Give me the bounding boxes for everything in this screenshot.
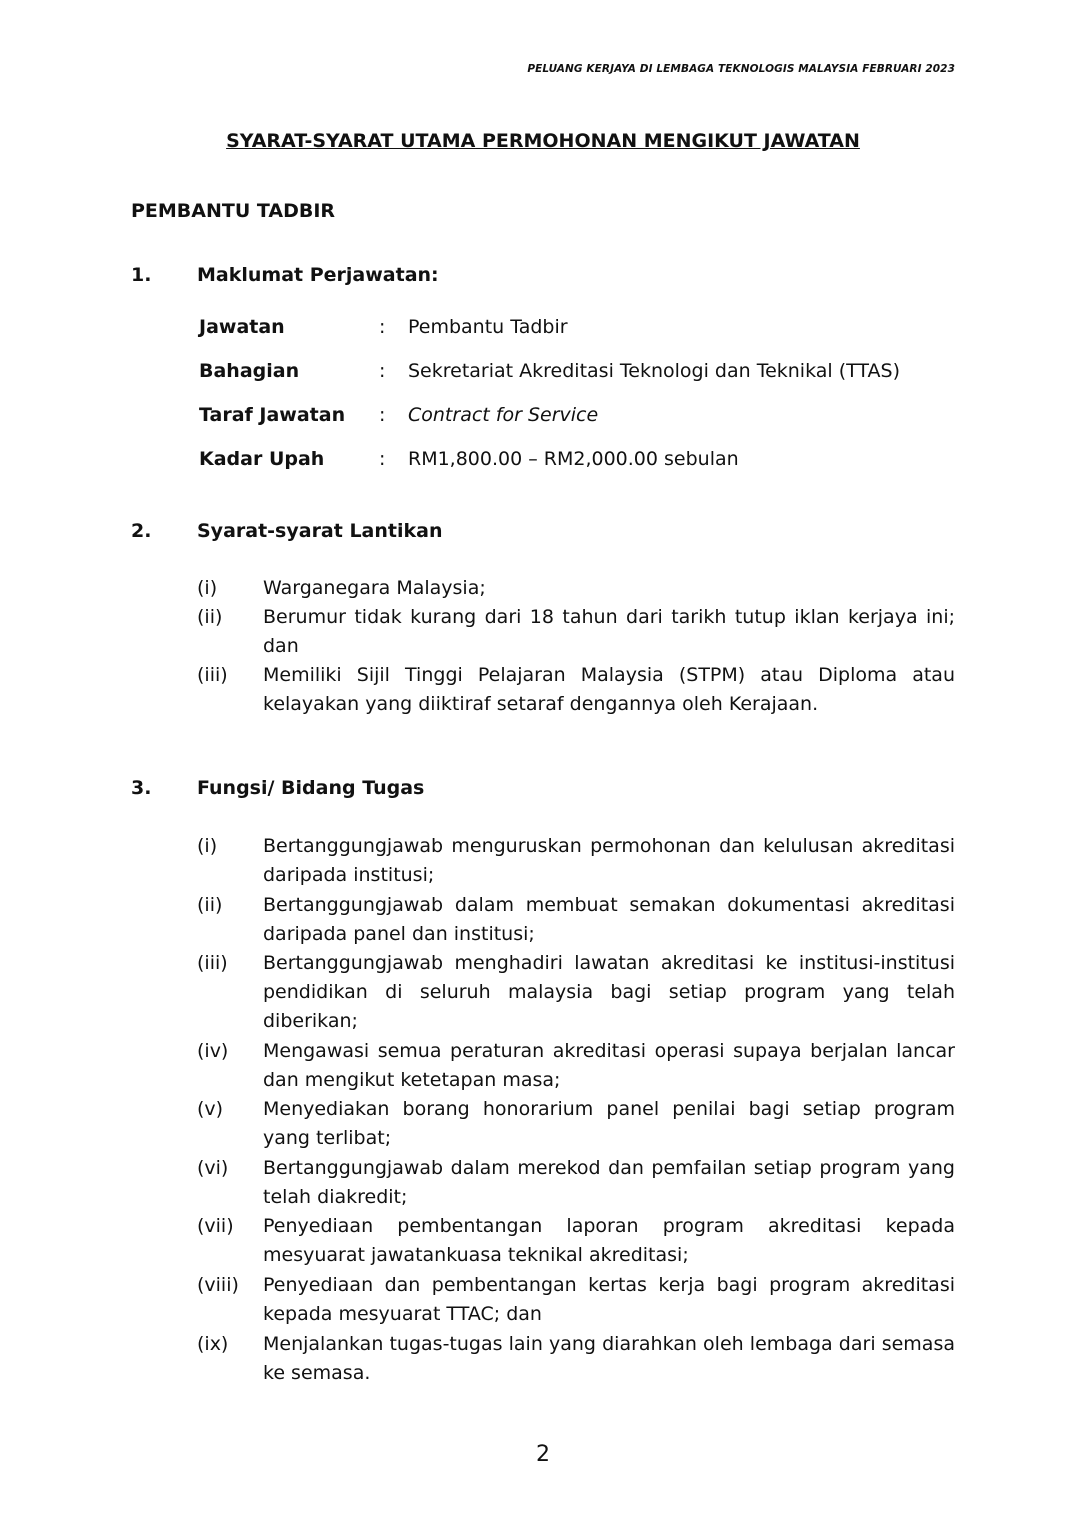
list-item — [197, 574, 955, 603]
section-2-number: 2. — [131, 520, 152, 542]
section-3-number: 3. — [131, 777, 152, 799]
list-item-text: Bertanggungjawab menghadiri lawatan akreditasi ke institusi-institusi pendidikan di seluruh malaysia bagi setiap program yang telah diberikan; — [263, 952, 955, 1032]
info-value: Contract for Service — [408, 404, 599, 426]
info-value: RM1,800.00 – RM2,000.00 sebulan — [408, 448, 739, 470]
list-item-text: Penyediaan dan pembentangan kertas kerja bagi program akreditasi kepada mesyuarat TTAC; dan — [263, 1274, 955, 1325]
list-item-number: (i) — [197, 835, 218, 857]
list-item-number: (ii) — [197, 606, 223, 628]
info-label: Kadar Upah — [199, 448, 325, 470]
list-item — [197, 1330, 955, 1388]
list-item — [197, 1095, 955, 1153]
section-3-title: Fungsi/ Bidang Tugas — [197, 777, 425, 799]
list-item-text: Penyediaan pembentangan laporan program akreditasi kepada mesyuarat jawatankuasa teknikal akreditasi; — [263, 1215, 955, 1266]
running-header: PELUANG KERJAYA DI LEMBAGA TEKNOLOGIS MALAYSIA FEBRUARI 2023 — [527, 63, 955, 75]
info-separator: : — [379, 360, 386, 382]
list-item — [197, 1212, 955, 1270]
list-item-text: Warganegara Malaysia; — [263, 577, 486, 599]
info-separator: : — [379, 316, 386, 338]
info-label: Taraf Jawatan — [199, 404, 346, 426]
info-label: Bahagian — [199, 360, 300, 382]
list-item-number: (i) — [197, 577, 218, 599]
list-item — [197, 1037, 955, 1095]
list-item-text: Memiliki Sijil Tinggi Pelajaran Malaysia (STPM) atau Diploma atau kelayakan yang diiktiraf setaraf dengannya oleh Kerajaan. — [263, 664, 955, 715]
list-item-text: Menjalankan tugas-tugas lain yang diarahkan oleh lembaga dari semasa ke semasa. — [263, 1333, 955, 1384]
info-label: Jawatan — [199, 316, 285, 338]
list-item-text: Bertanggungjawab dalam membuat semakan dokumentasi akreditasi daripada panel dan institusi; — [263, 894, 955, 945]
list-item-number: (iii) — [197, 664, 228, 686]
list-item-number: (viii) — [197, 1274, 239, 1296]
list-item — [197, 1154, 955, 1212]
page-number: 2 — [536, 1442, 550, 1467]
list-item — [197, 661, 955, 719]
list-item-number: (iii) — [197, 952, 228, 974]
list-item-text: Menyediakan borang honorarium panel penilai bagi setiap program yang terlibat; — [263, 1098, 955, 1149]
document-title: SYARAT-SYARAT UTAMA PERMOHONAN MENGIKUT JAWATAN — [226, 130, 860, 152]
job-title: PEMBANTU TADBIR — [131, 200, 336, 222]
section-1-title: Maklumat Perjawatan: — [197, 264, 439, 286]
list-item — [197, 949, 955, 1036]
list-item-text: Mengawasi semua peraturan akreditasi operasi supaya berjalan lancar dan mengikut ketetapan masa; — [263, 1040, 955, 1091]
info-value: Sekretariat Akreditasi Teknologi dan Teknikal (TTAS) — [408, 360, 900, 382]
list-item-number: (ii) — [197, 894, 223, 916]
list-item — [197, 832, 955, 890]
section-1-number: 1. — [131, 264, 152, 286]
list-item-number: (iv) — [197, 1040, 229, 1062]
list-item-number: (ix) — [197, 1333, 229, 1355]
list-item-number: (vii) — [197, 1215, 234, 1237]
list-item — [197, 603, 955, 661]
list-item-text: Berumur tidak kurang dari 18 tahun dari tarikh tutup iklan kerjaya ini; dan — [263, 606, 955, 657]
list-item-number: (vi) — [197, 1157, 229, 1179]
list-item-number: (v) — [197, 1098, 224, 1120]
section-2-title: Syarat-syarat Lantikan — [197, 520, 443, 542]
info-value: Pembantu Tadbir — [408, 316, 568, 338]
list-item — [197, 1271, 955, 1329]
info-separator: : — [379, 404, 386, 426]
list-item-text: Bertanggungjawab menguruskan permohonan dan kelulusan akreditasi daripada institusi; — [263, 835, 955, 886]
info-separator: : — [379, 448, 386, 470]
list-item — [197, 891, 955, 949]
list-item-text: Bertanggungjawab dalam merekod dan pemfailan setiap program yang telah diakredit; — [263, 1157, 955, 1208]
